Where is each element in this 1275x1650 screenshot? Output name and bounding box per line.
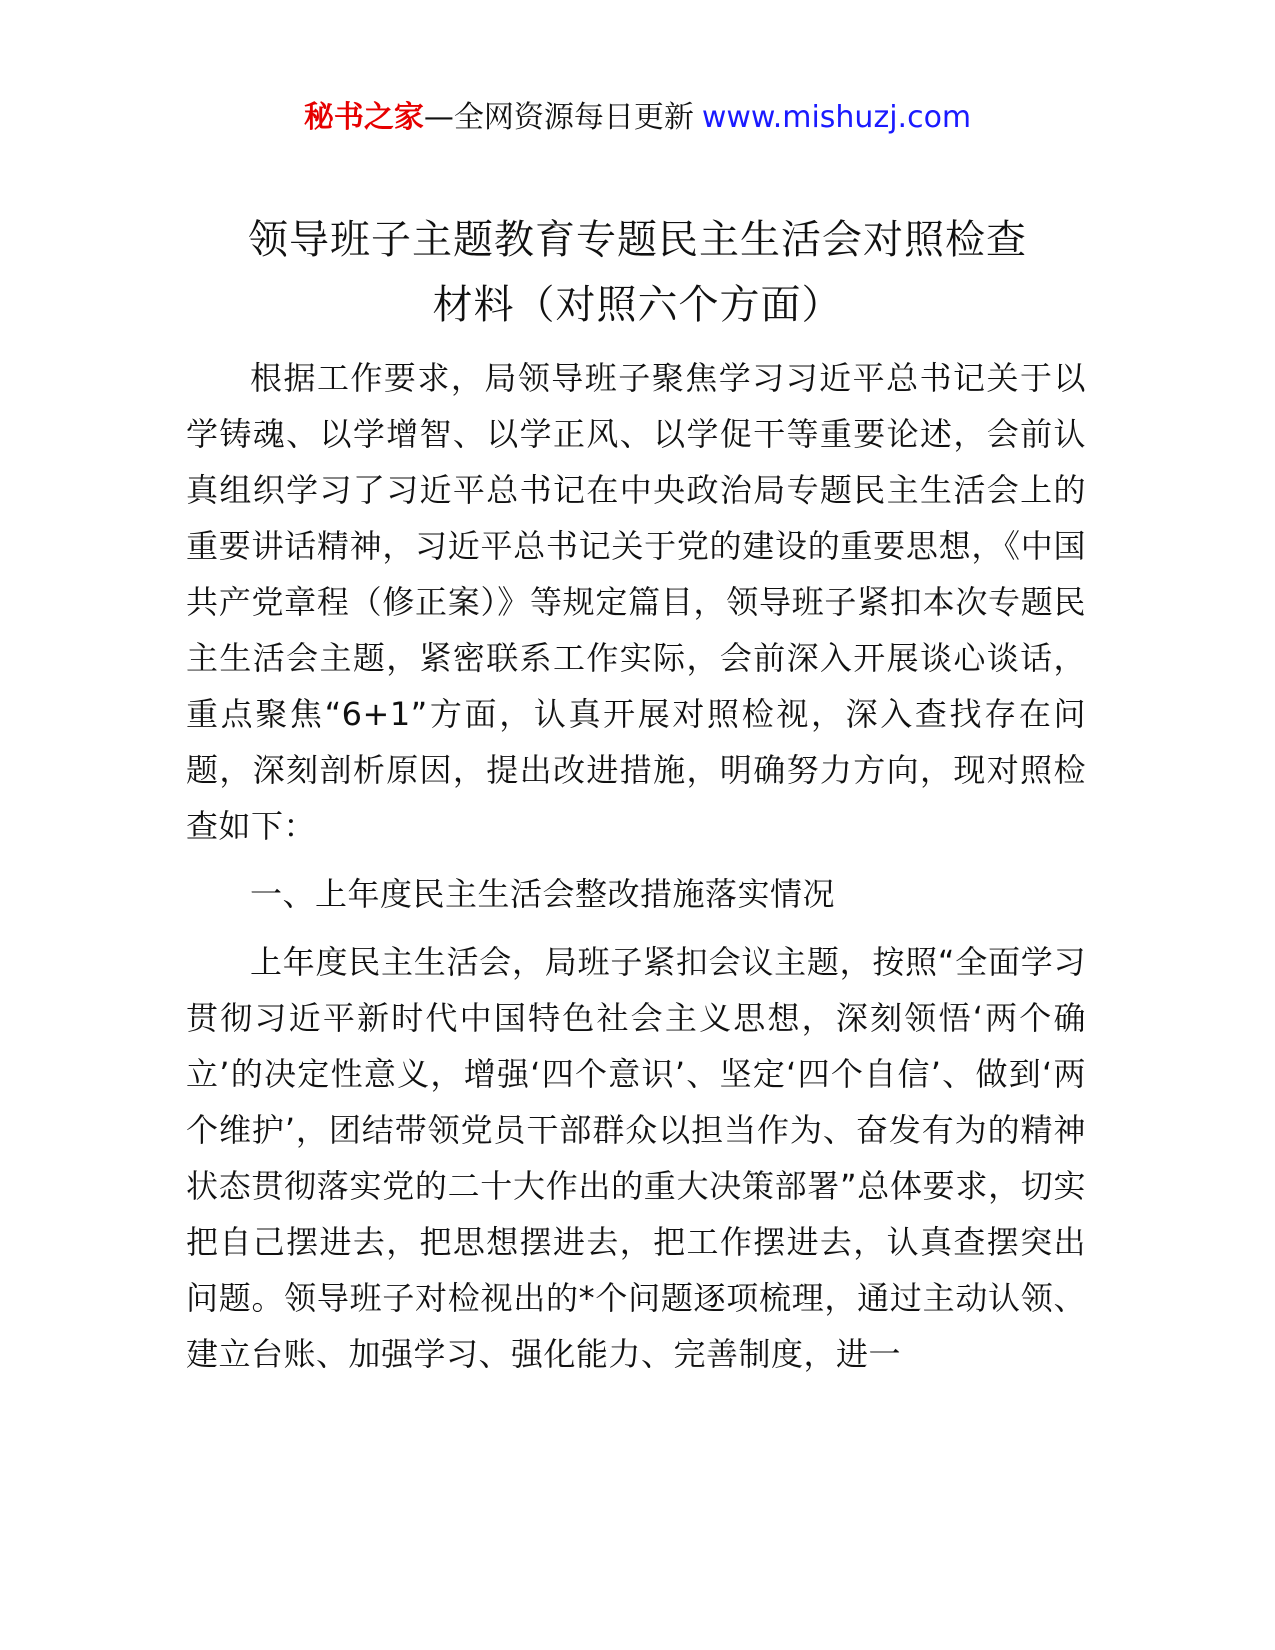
site-brand: 秘书之家 xyxy=(303,100,424,135)
site-header xyxy=(0,96,1275,140)
site-tagline: —全网资源每日更新 xyxy=(423,100,694,135)
document-title-line2: 材料（对照六个方面） xyxy=(432,282,843,328)
site-url-link[interactable]: www.mishuzj.com xyxy=(701,100,972,135)
document-title-line1: 领导班子主题教育专题民主生活会对照检查 xyxy=(248,217,1027,263)
section-paragraph: 上年度民主生活会，局班子紧扣会议主题，按照“全面学习贯彻习近平新时代中国特色社会主义思想，深刻领悟‘两个确立’的决定性意义，增强‘四个意识’、坚定‘四个自信’、做到‘两个维护’，团结带领党员干部群众以担当作为、奋发有为的精神状态贯彻落实党的二十大作出的重大决策部署”总体要求，切实把自己摆进去，把思想摆进去，把工作摆进去，认真查摆突出问题。领导班子对检视出的*个问题逐项梳理，通过主动认领、建立台账、加强学习、强化能力、完善制度，进一 xyxy=(186,943,1086,1373)
section-heading: 一、上年度民主生活会整改措施落实情况 xyxy=(250,875,836,913)
document-title xyxy=(150,208,1125,338)
document-body xyxy=(186,350,1086,1382)
intro-paragraph: 根据工作要求，局领导班子聚焦学习习近平总书记关于以学铸魂、以学增智、以学正风、以学促干等重要论述，会前认真组织学习了习近平总书记在中央政治局专题民主生活会上的重要讲话精神，习近平总书记关于党的建设的重要思想，《中国共产党章程（修正案）》等规定篇目，领导班子紧扣本次专题民主生活会主题，紧密联系工作实际，会前深入开展谈心谈话，重点聚焦“6+1”方面，认真开展对照检视，深入查找存在问题，深刻剖析原因，提出改进措施，明确努力方向，现对照检查如下： xyxy=(186,359,1086,845)
